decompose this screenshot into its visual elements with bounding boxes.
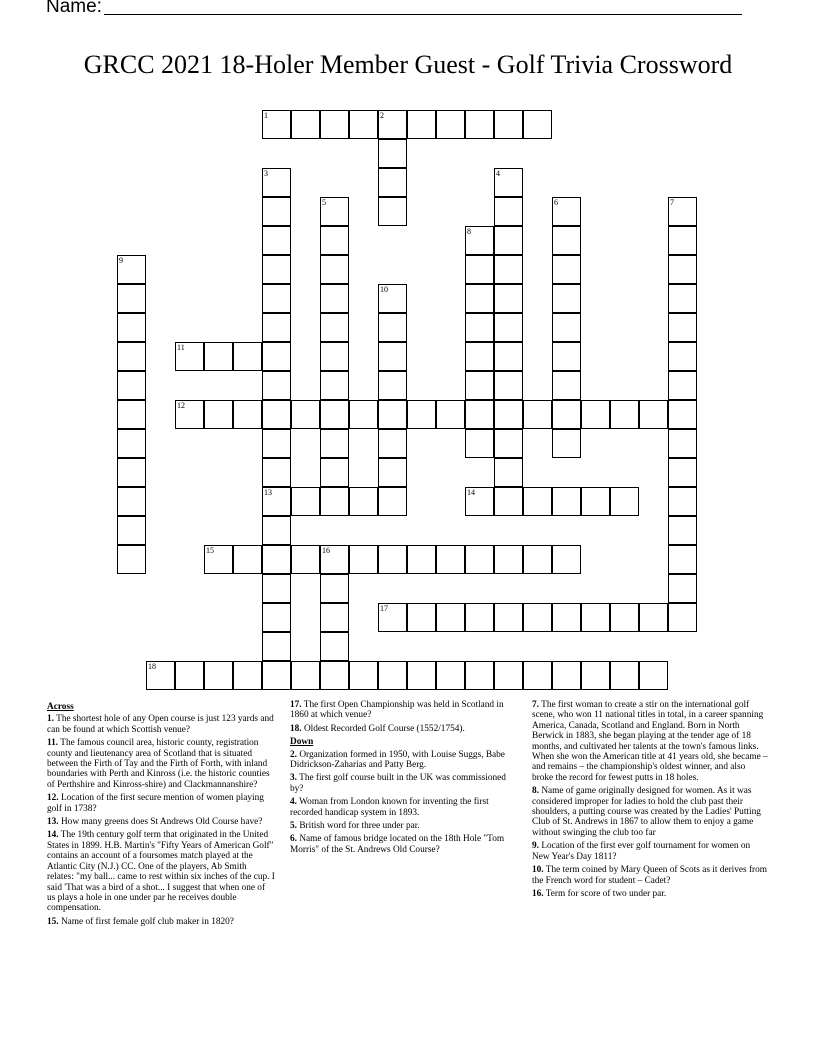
clue-across-17: 17. The first Open Championship was held in Scotland in 1860 at which venue?	[290, 700, 504, 721]
grid-cell[interactable]	[378, 168, 407, 197]
grid-cell[interactable]	[523, 661, 552, 690]
grid-cell[interactable]	[465, 429, 494, 458]
grid-cell[interactable]	[320, 603, 349, 632]
grid-cell[interactable]	[378, 197, 407, 226]
grid-cell[interactable]	[378, 110, 407, 139]
grid-cell[interactable]	[262, 168, 291, 197]
clue-number: 15	[206, 546, 214, 555]
grid-cell[interactable]	[320, 487, 349, 516]
grid-cell[interactable]	[320, 284, 349, 313]
grid-cell[interactable]	[465, 371, 494, 400]
grid-cell[interactable]	[117, 342, 146, 371]
clue-number: 9	[119, 256, 123, 265]
grid-cell[interactable]	[291, 545, 320, 574]
grid-cell[interactable]	[320, 342, 349, 371]
grid-cell[interactable]	[552, 255, 581, 284]
clue-number: 3	[264, 169, 268, 178]
clue-number: 8	[467, 227, 471, 236]
grid-cell[interactable]	[146, 661, 175, 690]
grid-cell[interactable]	[175, 400, 204, 429]
grid-cell[interactable]	[407, 661, 436, 690]
grid-cell[interactable]	[320, 545, 349, 574]
grid-cell[interactable]	[668, 197, 697, 226]
grid-cell[interactable]	[552, 661, 581, 690]
grid-cell[interactable]	[233, 661, 262, 690]
grid-cell[interactable]	[552, 313, 581, 342]
clue-number: 4	[496, 169, 500, 178]
grid-cell[interactable]	[610, 603, 639, 632]
grid-cell[interactable]	[465, 226, 494, 255]
grid-cell[interactable]	[436, 661, 465, 690]
grid-cell[interactable]	[639, 661, 668, 690]
clues-column-2	[290, 700, 515, 858]
clue-down-7: 7. The first woman to create a stir on the international golf scene, who won 11 national titles in total, in a career spanning America, Canada, Scotland and England. Born in North Berwick in 1883, she began playing at the tender age of 18 months, and cultivated her talents at the town's famous links. When she won the American title at 41 years old, she became – and remains – the championship's oldest winner, and also broke the record for fewest putts in 18 holes.	[532, 700, 768, 783]
clue-down-6: 6. Name of famous bridge located on the 18th Hole "Tom Morris" of the St. Andrews Old Course?	[290, 834, 505, 855]
grid-cell[interactable]	[494, 255, 523, 284]
grid-cell[interactable]	[262, 255, 291, 284]
grid-cell[interactable]	[262, 574, 291, 603]
grid-cell[interactable]	[262, 284, 291, 313]
clue-down-9: 9. Location of the first ever golf tournament for women on New Year's Day 1811?	[532, 841, 751, 862]
grid-cell[interactable]	[407, 545, 436, 574]
grid-cell[interactable]	[494, 458, 523, 487]
grid-cell[interactable]	[523, 110, 552, 139]
clue-number: 11	[177, 343, 185, 352]
grid-cell[interactable]	[349, 487, 378, 516]
grid-cell[interactable]	[436, 110, 465, 139]
grid-cell[interactable]	[436, 400, 465, 429]
grid-cell[interactable]	[494, 545, 523, 574]
grid-cell[interactable]	[668, 342, 697, 371]
grid-cell[interactable]	[320, 661, 349, 690]
grid-cell[interactable]	[117, 371, 146, 400]
grid-cell[interactable]	[494, 168, 523, 197]
clue-across-13: 13. How many greens does St Andrews Old Course have?	[47, 817, 263, 828]
grid-cell[interactable]	[581, 400, 610, 429]
grid-cell[interactable]	[639, 603, 668, 632]
grid-cell[interactable]	[349, 110, 378, 139]
clue-across-11: 11. The famous council area, historic county, registration county and lieutenancy area of Scotland that is situated between the Firth of Tay and the Firth of Forth, with inland boundaries with Perth and Kinross (i.e. the historic counties of Perthshire and Kinross-shire) and Clackmannanshire?	[47, 738, 270, 790]
grid-cell[interactable]	[668, 284, 697, 313]
grid-cell[interactable]	[436, 545, 465, 574]
grid-cell[interactable]	[465, 545, 494, 574]
grid-cell[interactable]	[668, 371, 697, 400]
grid-cell[interactable]	[668, 458, 697, 487]
grid-cell[interactable]	[668, 516, 697, 545]
grid-cell[interactable]	[320, 110, 349, 139]
grid-cell[interactable]	[494, 400, 523, 429]
clue-down-4: 4. Woman from London known for inventing the first recorded handicap system in 1893.	[290, 797, 489, 818]
grid-cell[interactable]	[117, 545, 146, 574]
grid-cell[interactable]	[465, 487, 494, 516]
grid-cell[interactable]	[378, 371, 407, 400]
grid-cell[interactable]	[378, 458, 407, 487]
grid-cell[interactable]	[204, 342, 233, 371]
grid-cell[interactable]	[552, 226, 581, 255]
grid-cell[interactable]	[465, 313, 494, 342]
grid-cell[interactable]	[233, 545, 262, 574]
grid-cell[interactable]	[378, 400, 407, 429]
grid-cell[interactable]	[117, 284, 146, 313]
grid-cell[interactable]	[610, 661, 639, 690]
grid-cell[interactable]	[552, 429, 581, 458]
grid-cell[interactable]	[494, 197, 523, 226]
grid-cell[interactable]	[436, 603, 465, 632]
grid-cell[interactable]	[465, 110, 494, 139]
grid-cell[interactable]	[668, 226, 697, 255]
clue-across-15: 15. Name of first female golf club maker in 1820?	[47, 916, 234, 927]
grid-cell[interactable]	[552, 197, 581, 226]
grid-cell[interactable]	[175, 342, 204, 371]
grid-cell[interactable]	[668, 429, 697, 458]
clue-number: 1	[264, 111, 268, 120]
grid-cell[interactable]	[465, 255, 494, 284]
grid-cell[interactable]	[320, 429, 349, 458]
grid-cell[interactable]	[262, 371, 291, 400]
grid-cell[interactable]	[378, 342, 407, 371]
grid-cell[interactable]	[320, 255, 349, 284]
grid-cell[interactable]	[668, 313, 697, 342]
clue-number: 14	[467, 488, 475, 497]
grid-cell[interactable]	[320, 458, 349, 487]
clue-across-12: 12. Location of the first secure mention of women playing golf in 1738?	[47, 793, 264, 814]
grid-cell[interactable]	[262, 545, 291, 574]
grid-cell[interactable]	[291, 400, 320, 429]
grid-cell[interactable]	[117, 458, 146, 487]
grid-cell[interactable]	[320, 313, 349, 342]
clue-across-18: 18. Oldest Recorded Golf Course (1552/1754).	[290, 723, 465, 734]
grid-cell[interactable]	[494, 342, 523, 371]
grid-cell[interactable]	[610, 487, 639, 516]
grid-cell[interactable]	[523, 603, 552, 632]
clue-across-14: 14. The 19th century golf term that originated in the United States in 1899. H.B. Martin's "Fifty Years of American Golf" contains an account of a foursomes match played at the Atlantic City (N.J.) CC. One of the players, Ab Smith relates: "my ball... came to rest within six inches of the cup. I said 'That was a bird of a shot... I suggest that when one of us plays a hole in one under par he receives double compensation.	[47, 830, 275, 914]
grid-cell[interactable]	[494, 487, 523, 516]
grid-cell[interactable]	[117, 516, 146, 545]
clue-number: 2	[380, 111, 384, 120]
grid-cell[interactable]	[204, 661, 233, 690]
grid-cell[interactable]	[233, 342, 262, 371]
clue-number: 5	[322, 198, 326, 207]
grid-cell[interactable]	[204, 545, 233, 574]
clue-down-8: 8. Name of game originally designed for women. As it was considered improper for ladies to hold the club past their shoulders, a putting course was created by the Ladies' Putting Club of St. Andrews in 1867 to allow them to enjoy a game without swinging the club too far	[532, 786, 761, 838]
grid-cell[interactable]	[349, 400, 378, 429]
down-header: Down	[290, 737, 314, 748]
grid-cell[interactable]	[494, 603, 523, 632]
grid-cell[interactable]	[262, 516, 291, 545]
grid-cell[interactable]	[465, 603, 494, 632]
grid-cell[interactable]	[407, 603, 436, 632]
clue-number: 18	[148, 662, 156, 671]
grid-cell[interactable]	[117, 400, 146, 429]
clue-down-10: 10. The term coined by Mary Queen of Scots as it derives from the French word for student – Cadet?	[532, 865, 768, 886]
grid-cell[interactable]	[552, 284, 581, 313]
grid-cell[interactable]	[639, 400, 668, 429]
grid-cell[interactable]	[378, 661, 407, 690]
grid-cell[interactable]	[175, 661, 204, 690]
grid-cell[interactable]	[494, 284, 523, 313]
grid-cell[interactable]	[668, 487, 697, 516]
grid-cell[interactable]	[262, 661, 291, 690]
clue-number: 7	[670, 198, 674, 207]
grid-cell[interactable]	[378, 139, 407, 168]
grid-cell[interactable]	[494, 429, 523, 458]
grid-cell[interactable]	[668, 603, 697, 632]
grid-cell[interactable]	[204, 400, 233, 429]
grid-cell[interactable]	[320, 226, 349, 255]
grid-cell[interactable]	[262, 603, 291, 632]
clue-across-1: 1. The shortest hole of any Open course is just 123 yards and can be found at which Scottish venue?	[47, 714, 274, 735]
clue-number: 17	[380, 604, 388, 613]
grid-cell[interactable]	[320, 632, 349, 661]
grid-cell[interactable]	[262, 632, 291, 661]
grid-cell[interactable]	[552, 342, 581, 371]
grid-cell[interactable]	[262, 487, 291, 516]
grid-cell[interactable]	[117, 255, 146, 284]
grid-cell[interactable]	[581, 603, 610, 632]
grid-cell[interactable]	[523, 545, 552, 574]
grid-cell[interactable]	[378, 429, 407, 458]
clue-number: 10	[380, 285, 388, 294]
grid-cell[interactable]	[349, 661, 378, 690]
grid-cell[interactable]	[117, 487, 146, 516]
grid-cell[interactable]	[552, 487, 581, 516]
grid-cell[interactable]	[494, 110, 523, 139]
grid-cell[interactable]	[610, 400, 639, 429]
grid-cell[interactable]	[494, 313, 523, 342]
grid-cell[interactable]	[465, 400, 494, 429]
grid-cell[interactable]	[465, 342, 494, 371]
grid-cell[interactable]	[378, 603, 407, 632]
grid-cell[interactable]	[262, 342, 291, 371]
clue-number: 6	[554, 198, 558, 207]
grid-cell[interactable]	[494, 371, 523, 400]
grid-cell[interactable]	[117, 313, 146, 342]
grid-cell[interactable]	[378, 313, 407, 342]
page-title: GRCC 2021 18-Holer Member Guest - Golf Trivia Crossword	[83, 50, 733, 79]
grid-cell[interactable]	[262, 110, 291, 139]
clues-column-1	[47, 700, 275, 930]
clue-number: 12	[177, 401, 185, 410]
clue-down-5: 5. British word for three under par.	[290, 821, 420, 832]
clue-number: 13	[264, 488, 272, 497]
grid-cell[interactable]	[668, 545, 697, 574]
grid-cell[interactable]	[320, 197, 349, 226]
grid-cell[interactable]	[668, 574, 697, 603]
clue-number: 16	[322, 546, 330, 555]
clue-down-3: 3. The first golf course built in the UK was commissioned by?	[290, 773, 506, 794]
grid-cell[interactable]	[552, 603, 581, 632]
grid-cell[interactable]	[117, 429, 146, 458]
grid-cell[interactable]	[378, 545, 407, 574]
grid-cell[interactable]	[262, 400, 291, 429]
grid-cell[interactable]	[523, 487, 552, 516]
grid-cell[interactable]	[523, 400, 552, 429]
grid-cell[interactable]	[262, 226, 291, 255]
grid-cell[interactable]	[465, 661, 494, 690]
grid-cell[interactable]	[320, 400, 349, 429]
grid-cell[interactable]	[552, 371, 581, 400]
grid-cell[interactable]	[233, 400, 262, 429]
name-label: Name:	[46, 0, 102, 17]
grid-cell[interactable]	[262, 197, 291, 226]
grid-cell[interactable]	[552, 400, 581, 429]
grid-cell[interactable]	[291, 487, 320, 516]
clues-column-3	[532, 700, 768, 902]
grid-cell[interactable]	[320, 371, 349, 400]
grid-cell[interactable]	[668, 255, 697, 284]
grid-cell[interactable]	[262, 458, 291, 487]
across-header: Across	[47, 702, 74, 712]
grid-cell[interactable]	[552, 545, 581, 574]
grid-cell[interactable]	[407, 110, 436, 139]
grid-cell[interactable]	[320, 574, 349, 603]
grid-cell[interactable]	[581, 661, 610, 690]
grid-cell[interactable]	[378, 487, 407, 516]
grid-cell[interactable]	[349, 545, 378, 574]
clue-down-16: 16. Term for score of two under par.	[532, 888, 667, 899]
grid-cell[interactable]	[291, 110, 320, 139]
grid-cell[interactable]	[262, 313, 291, 342]
grid-cell[interactable]	[262, 429, 291, 458]
grid-cell[interactable]	[378, 284, 407, 313]
grid-cell[interactable]	[581, 487, 610, 516]
grid-cell[interactable]	[291, 661, 320, 690]
clue-down-2: 2. Organization formed in 1950, with Louise Suggs, Babe Didrickson-Zaharias and Patty Berg.	[290, 749, 505, 771]
grid-cell[interactable]	[465, 284, 494, 313]
grid-cell[interactable]	[407, 400, 436, 429]
grid-cell[interactable]	[494, 661, 523, 690]
grid-cell[interactable]	[494, 226, 523, 255]
grid-cell[interactable]	[668, 400, 697, 429]
